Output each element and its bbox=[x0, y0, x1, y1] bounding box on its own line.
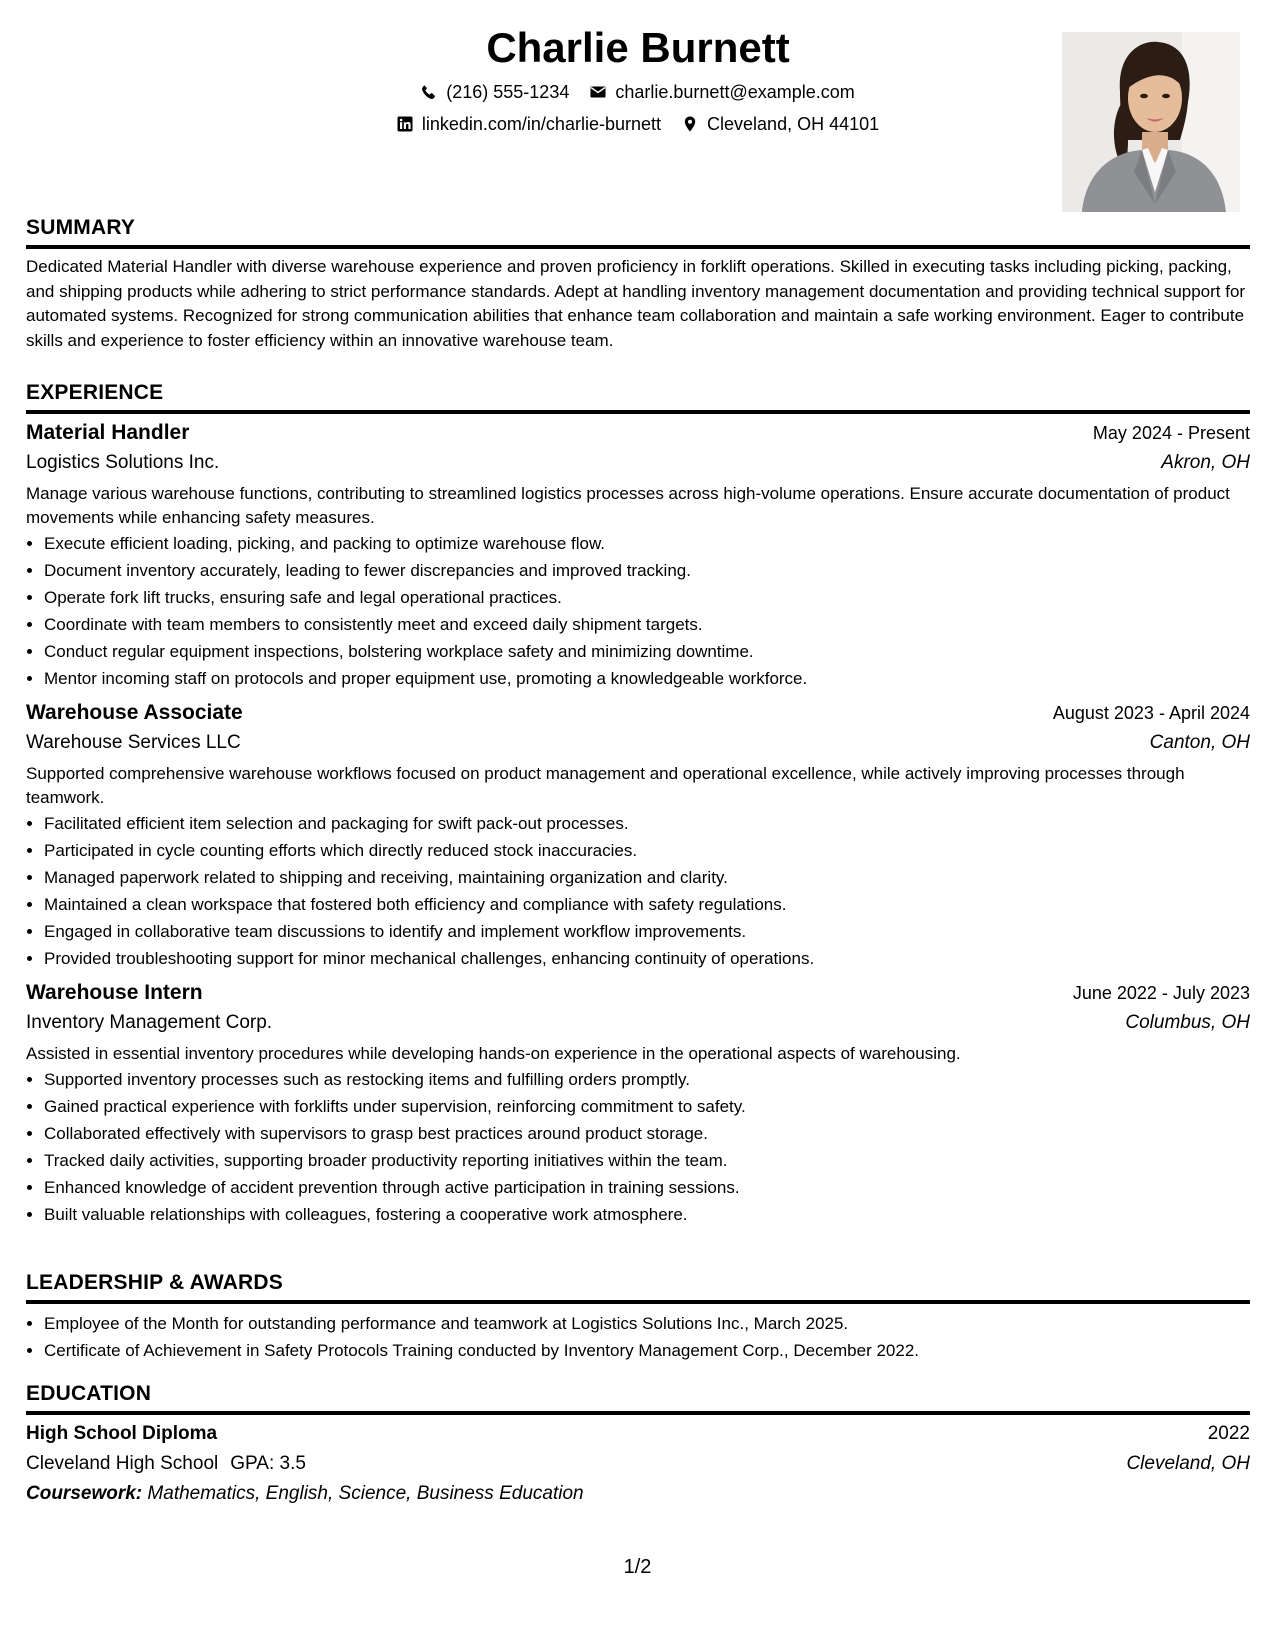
education-school-row bbox=[26, 1449, 1250, 1479]
page-number: 1/2 bbox=[623, 1556, 652, 1578]
bullet-item: • Operate fork lift trucks, ensuring safe and legal operational practices. bbox=[44, 584, 1250, 611]
awards-heading: LEADERSHIP & AWARDS bbox=[26, 1270, 1250, 1304]
job-entry bbox=[26, 418, 1250, 692]
linkedin-contact[interactable] bbox=[397, 112, 661, 136]
education-heading: EDUCATION bbox=[26, 1381, 1250, 1415]
graduation-year: 2022 bbox=[1207, 1423, 1250, 1444]
bullet-item: • Maintained a clean workspace that fostered both efficiency and compliance with safety regulations. bbox=[44, 891, 1250, 918]
awards-section bbox=[26, 1270, 1250, 1364]
school-location: Cleveland, OH bbox=[1126, 1453, 1250, 1474]
summary-text: Dedicated Material Handler with diverse warehouse experience and proven proficiency in forklift operations. Skilled in executing tasks including picking, packing, and shipping products while adhering to strict performance standards. Adept at handling inventory management documentation and providing technical support for automated systems. Recognized for strong communication abilities that enhance team collaboration and maintain a safe working environment. Eager to contribute skills and experience to foster efficiency within an innovative warehouse team. bbox=[26, 257, 1246, 350]
bullet-item: • Coordinate with team members to consistently meet and exceed daily shipment targets. bbox=[44, 611, 1250, 638]
job-bullets bbox=[26, 1066, 1250, 1228]
experience-heading: EXPERIENCE bbox=[26, 380, 1250, 414]
bullet-item: • Enhanced knowledge of accident prevention through active participation in training sessions. bbox=[44, 1174, 1250, 1201]
linkedin-url: linkedin.com/in/charlie-burnett bbox=[421, 114, 661, 134]
gpa: GPA: 3.5 bbox=[230, 1453, 306, 1474]
school-name: Cleveland High School bbox=[26, 1453, 219, 1474]
bullet-item: • Tracked daily activities, supporting broader productivity reporting initiatives within the team. bbox=[44, 1147, 1250, 1174]
job-company-row bbox=[26, 448, 1250, 478]
job-title-row bbox=[26, 698, 1250, 728]
phone-number: (216) 555-1234 bbox=[446, 82, 570, 102]
job-location: Akron, OH bbox=[1161, 452, 1250, 473]
coursework-list: Mathematics, English, Science, Business Education bbox=[147, 1483, 584, 1504]
school-info bbox=[26, 1449, 306, 1479]
experience-section bbox=[26, 380, 1250, 1228]
bullet-item: • Conduct regular equipment inspections, bolstering workplace safety and minimizing downtime. bbox=[44, 638, 1250, 665]
phone-icon bbox=[421, 82, 446, 102]
bullet-item: • Engaged in collaborative team discussions to identify and implement workflow improvements. bbox=[44, 918, 1250, 945]
job-dates: June 2022 - July 2023 bbox=[1072, 983, 1250, 1003]
email-contact[interactable] bbox=[590, 80, 854, 104]
profile-photo bbox=[1062, 32, 1240, 212]
job-title: Material Handler bbox=[26, 421, 190, 444]
job-description: Manage various warehouse functions, contributing to streamlined logistics processes across high-volume operations. Ensure accurate documentation of product movements while enhancing safety measures. bbox=[26, 484, 1230, 527]
bullet-item: • Collaborated effectively with supervisors to grasp best practices around product storage. bbox=[44, 1120, 1250, 1147]
coursework-label: Coursework: bbox=[26, 1483, 143, 1504]
job-company: Logistics Solutions Inc. bbox=[26, 452, 220, 473]
job-dates: August 2023 - April 2024 bbox=[1052, 703, 1250, 723]
location-text: Cleveland, OH 44101 bbox=[707, 114, 880, 134]
bullet-item: • Provided troubleshooting support for minor mechanical challenges, enhancing continuity of operations. bbox=[44, 945, 1250, 972]
job-bullets bbox=[26, 810, 1250, 972]
job-company-row bbox=[26, 728, 1250, 758]
map-pin-icon bbox=[682, 114, 707, 134]
phone-contact bbox=[421, 80, 569, 104]
job-location: Columbus, OH bbox=[1125, 1012, 1250, 1033]
job-company-row bbox=[26, 1008, 1250, 1038]
bullet-item: • Supported inventory processes such as restocking items and fulfilling orders promptly. bbox=[44, 1066, 1250, 1093]
job-company: Inventory Management Corp. bbox=[26, 1012, 273, 1033]
email-address: charlie.burnett@example.com bbox=[615, 82, 855, 102]
linkedin-icon bbox=[397, 114, 422, 134]
bullet-item: • Mentor incoming staff on protocols and proper equipment use, promoting a knowledgeable workforce. bbox=[44, 665, 1250, 692]
bullet-item: • Execute efficient loading, picking, and packing to optimize warehouse flow. bbox=[44, 530, 1250, 557]
job-title: Warehouse Associate bbox=[26, 701, 243, 724]
awards-list bbox=[26, 1310, 1250, 1364]
award-item: • Certificate of Achievement in Safety Protocols Training conducted by Inventory Management Corp., December 2022. bbox=[44, 1337, 1250, 1364]
summary-section bbox=[26, 215, 1250, 353]
award-item: • Employee of the Month for outstanding performance and teamwork at Logistics Solutions Inc., March 2025. bbox=[44, 1310, 1250, 1337]
job-title-row bbox=[26, 418, 1250, 448]
job-bullets bbox=[26, 530, 1250, 692]
degree-name: High School Diploma bbox=[26, 1423, 218, 1444]
education-section bbox=[26, 1381, 1250, 1509]
job-description: Assisted in essential inventory procedures while developing hands-on experience in the operational aspects of warehousing. bbox=[26, 1044, 961, 1063]
job-description: Supported comprehensive warehouse workflows focused on product management and operational excellence, while actively improving processes through teamwork. bbox=[26, 764, 1185, 807]
candidate-name: Charlie Burnett bbox=[486, 24, 790, 71]
bullet-item: • Facilitated efficient item selection and packaging for swift pack-out processes. bbox=[44, 810, 1250, 837]
job-company: Warehouse Services LLC bbox=[26, 732, 241, 753]
job-entry bbox=[26, 698, 1250, 972]
job-dates: May 2024 - Present bbox=[1092, 423, 1250, 443]
bullet-item: • Gained practical experience with forklifts under supervision, reinforcing commitment to safety. bbox=[44, 1093, 1250, 1120]
education-degree-row bbox=[26, 1419, 1250, 1449]
job-title-row bbox=[26, 978, 1250, 1008]
bullet-item: • Built valuable relationships with colleagues, fostering a cooperative work atmosphere. bbox=[44, 1201, 1250, 1228]
bullet-item: • Participated in cycle counting efforts which directly reduced stock inaccuracies. bbox=[44, 837, 1250, 864]
bullet-item: • Managed paperwork related to shipping and receiving, maintaining organization and clarity. bbox=[44, 864, 1250, 891]
summary-heading: SUMMARY bbox=[26, 215, 1250, 249]
bullet-item: • Document inventory accurately, leading to fewer discrepancies and improved tracking. bbox=[44, 557, 1250, 584]
job-list bbox=[26, 418, 1250, 1228]
location-contact bbox=[682, 112, 879, 136]
job-location: Canton, OH bbox=[1149, 732, 1250, 753]
envelope-icon bbox=[590, 82, 615, 102]
resume-header bbox=[26, 22, 1250, 222]
coursework-line bbox=[26, 1479, 1250, 1509]
job-title: Warehouse Intern bbox=[26, 981, 203, 1004]
job-entry bbox=[26, 978, 1250, 1228]
